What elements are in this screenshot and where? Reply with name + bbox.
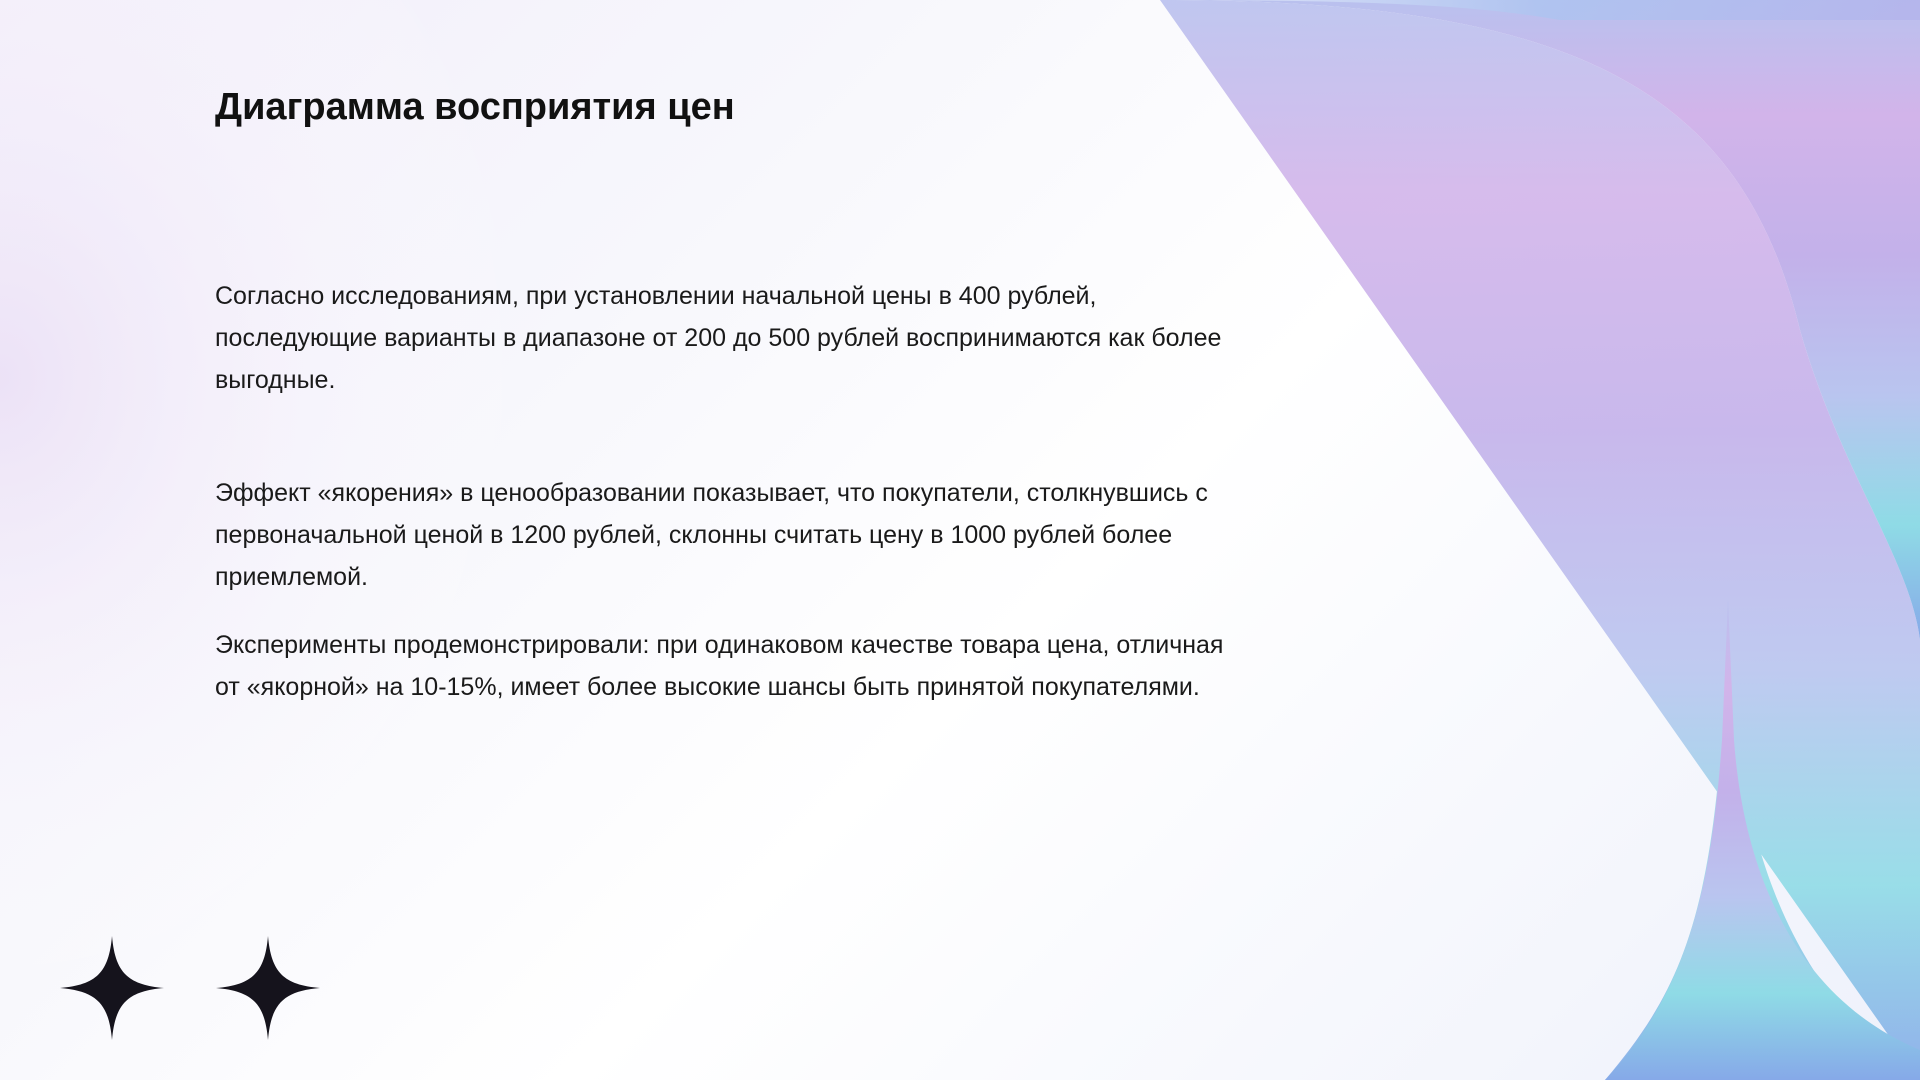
paragraph-anchoring-effect: Эффект «якорения» в ценообразовании показывает, что покупатели, столкнувшись с первоначальной ценой в 1200 рублей, склонны считать цену в 1000 рублей более приемлемой. xyxy=(215,479,1208,591)
slide-title: Диаграмма восприятия цен xyxy=(215,86,735,128)
paragraph-experiments: Эксперименты продемонстрировали: при одинаковом качестве товара цена, отличная от «якорной» на 10-15%, имеет более высокие шансы быть принятой покупателями. xyxy=(215,631,1224,701)
sparkle-icon xyxy=(60,936,164,1040)
paragraph-anchor-prices: Согласно исследованиям, при установлении начальной цены в 400 рублей, последующие варианты в диапазоне от 200 до 500 рублей воспринимаются как более выгодные. xyxy=(215,282,1222,394)
sparkle-icon xyxy=(216,936,320,1040)
